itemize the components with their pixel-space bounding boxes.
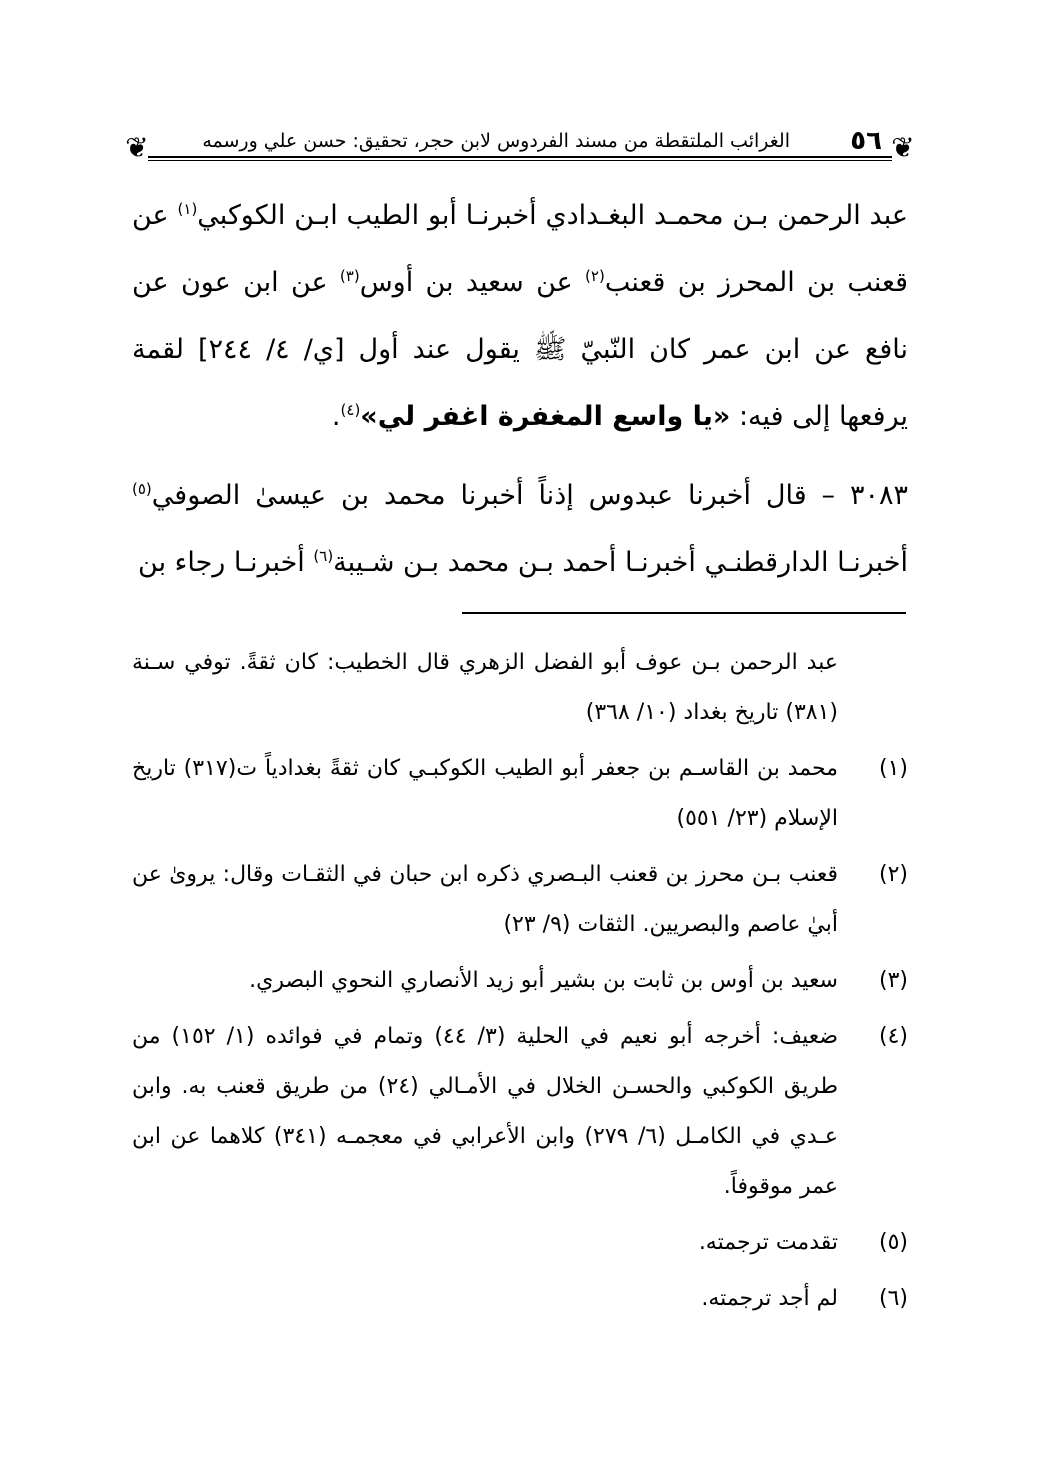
text-run: عبد الرحمن بـن محمـد البغـدادي أخبرنـا أبو الطيب ابـن الكوكبي bbox=[197, 200, 908, 231]
footnote-number: (٢) bbox=[878, 862, 908, 887]
text-run: عن ابن عون عن نافع عن ابن عمر كان النّبيّ ﷺ يقول عند أول [ي/ ٤/ ٢٤٤] لقمة يرفعها إلى فيه: bbox=[132, 267, 908, 432]
footnote-text: سعيد بن أوس بن ثابت بن بشير أبو زيد الأنصاري النحوي البصري. bbox=[249, 968, 838, 993]
footnote-text: قعنب بـن محرز بن قعنب البـصري ذكره ابن حبان في الثقـات وقال: يرویٰ عن أبيٰ عاصم والبصريين. الثقات (٩/ ٢٣) bbox=[132, 862, 838, 937]
footnote-text: عبد الرحمن بـن عوف أبو الفضل الزهري قال الخطيب: كان ثقةً. توفي سـنة (٣٨١) تاريخ بغداد (١٠/ ٣٦٨) bbox=[132, 650, 838, 725]
footnote-text: تقدمت ترجمته. bbox=[698, 1230, 838, 1255]
footnote-5 bbox=[132, 1218, 908, 1268]
footnote-ref-1[interactable]: (١) bbox=[177, 200, 198, 218]
footnote-number: (٣) bbox=[878, 968, 908, 993]
running-title: الغرائب الملتقطة من مسند الفردوس لابن حجر، تحقيق: حسن علي ورسمه bbox=[202, 130, 790, 152]
footnote-2 bbox=[132, 850, 908, 950]
footnote-1 bbox=[132, 744, 908, 844]
ornament-left-icon: ❦ bbox=[125, 131, 149, 164]
text-run: ٣٠٨٣ – قال أخبرنا عبدوس إذناً أخبرنا محمد بن عيسىٰ الصوفي bbox=[151, 480, 908, 511]
footnote-ref-2[interactable]: (٢) bbox=[585, 267, 605, 285]
text-run: عن قعنب بن المحرز بن قعنب bbox=[132, 200, 908, 298]
main-text bbox=[132, 182, 908, 596]
page-header bbox=[125, 122, 915, 182]
page-number: ٥٦ bbox=[844, 126, 888, 156]
footnote-text: لم أجد ترجمته. bbox=[701, 1286, 838, 1311]
text-run: أخبرنـا الدارقطنـي أخبرنـا أحمد بـن محمد بـن شـيبة bbox=[333, 547, 908, 578]
footnote-3 bbox=[132, 956, 908, 1006]
footnote-text: محمد بن القاسـم بن جعفر أبو الطيب الكوكبـي كان ثقةً بغدادياً ت(٣١٧) تاريخ الإسلام (٢٣/ ٥٥١) bbox=[132, 756, 839, 831]
header-rule bbox=[148, 156, 892, 158]
footnote-continuation bbox=[132, 638, 908, 738]
footnote-separator bbox=[462, 612, 906, 614]
footnotes bbox=[132, 638, 908, 1330]
ornament-right-icon: ❦ bbox=[891, 131, 915, 164]
footnote-4 bbox=[132, 1012, 908, 1212]
footnote-ref-5[interactable]: (٥) bbox=[132, 480, 152, 498]
text-run: . bbox=[331, 401, 341, 432]
paragraph-continuation bbox=[132, 182, 908, 450]
footnote-text: ضعيف: أخرجه أبو نعيم في الحلية (٣/ ٤٤) وتمام في فوائده (١/ ١٥٢) من طريق الكوكبي والحسـن الخلال في الأمـالي (٢٤) من طريق قعنب به. وابن عـدي في الكامـل (٦/ ٢٧٩) وابن الأعرابي في معجمـه (٣٤١) كلاهما عن ابن عمر موقوفاً. bbox=[132, 1024, 839, 1199]
hadith-quote: «يا واسع المغفرة اغفر لي» bbox=[360, 401, 731, 432]
footnote-ref-4[interactable]: (٤) bbox=[340, 401, 361, 419]
footnote-6 bbox=[132, 1274, 908, 1324]
text-run: أخبرنـا رجاء بن bbox=[138, 547, 314, 578]
footnote-number: (٤) bbox=[878, 1024, 908, 1049]
footnote-number: (١) bbox=[878, 756, 908, 781]
footnote-ref-6[interactable]: (٦) bbox=[313, 547, 334, 565]
footnote-number: (٥) bbox=[878, 1230, 908, 1255]
text-run: عن سعيد بن أوس bbox=[359, 267, 586, 298]
footnote-number: (٦) bbox=[878, 1286, 908, 1311]
header-rule-thin bbox=[148, 160, 892, 161]
paragraph-hadith-3083 bbox=[132, 462, 908, 596]
footnote-ref-3[interactable]: (٣) bbox=[339, 267, 360, 285]
